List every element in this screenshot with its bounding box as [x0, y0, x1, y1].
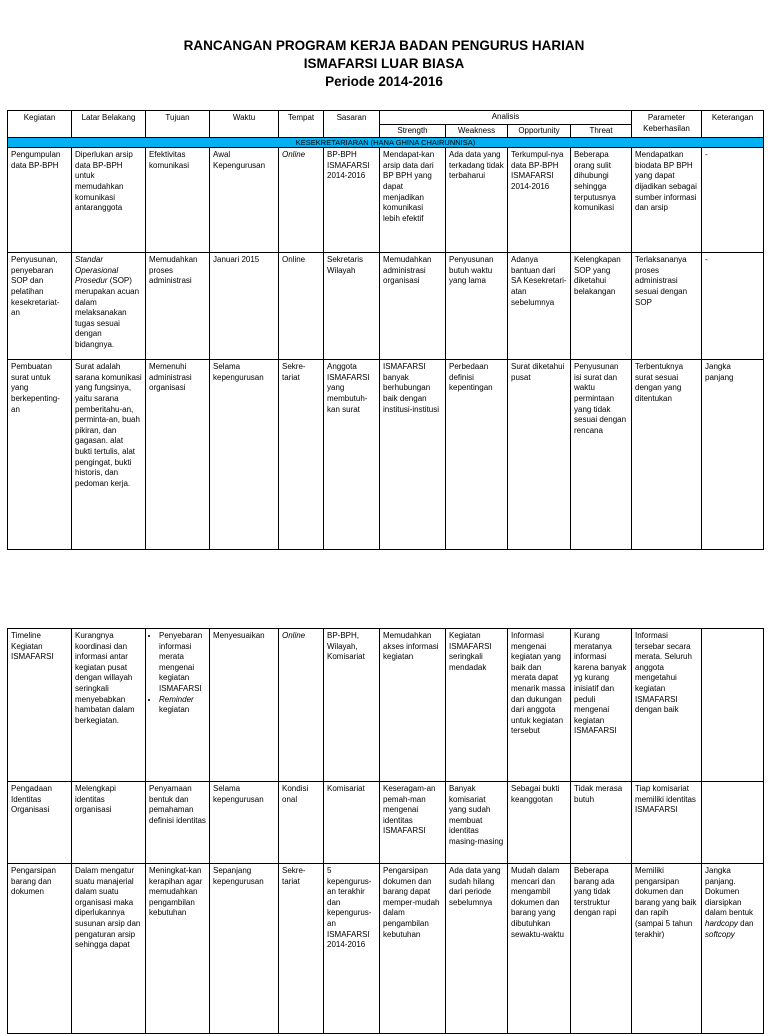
cell-latar: Dalam mengatur suatu manajerial dalam suatu organisasi maka diperlukannya susunan arsip dan pengaturan arsip sehingga dapat	[72, 864, 146, 1034]
cell-strength: Memudahkan administrasi organisasi	[380, 253, 446, 360]
cell-tempat: Online	[279, 629, 324, 782]
cell-keterangan: -	[702, 253, 764, 360]
cell-weakness: Perbedaan definisi kepentingan	[446, 360, 508, 550]
cell-opportunity: Terkumpul-nya data BP-BPH ISMAFARSI 2014-2016	[508, 148, 571, 253]
cell-threat: Kelengkapan SOP yang diketahui belakangan	[571, 253, 632, 360]
cell-opportunity: Informasi mengenai kegiatan yang baik dan merata dapat menarik massa dan dukungan dari anggota untuk kegiatan tersebut	[508, 629, 571, 782]
header-tempat: Tempat	[279, 111, 324, 138]
section-row	[8, 138, 764, 148]
table-row	[8, 782, 764, 864]
cell-tujuan: Memenuhi administrasi organisasi	[146, 360, 210, 550]
header-keterangan: Keterangan	[702, 111, 764, 138]
cell-sasaran: Sekretaris Wilayah	[324, 253, 380, 360]
cell-latar: Kurangnya koordinasi dan informasi antar kegiatan pusat dengan willayah seringkali menyebabkan hambatan dalam berkegiatan.	[72, 629, 146, 782]
cell-opportunity: Sebagai bukti keanggotan	[508, 782, 571, 864]
cell-latar-rest: (SOP) merupakan acuan dalam melaksanakan tugas sesuai dengan bidangnya.	[75, 276, 140, 349]
cell-latar	[72, 253, 146, 360]
cell-tujuan: Penyamaan bentuk dan pemahaman definisi identitas	[146, 782, 210, 864]
table-row	[8, 864, 764, 1034]
cell-kegiatan: Pengadaan Identitas Organisasi	[8, 782, 72, 864]
cell-kegiatan: Pembuatan surat untuk yang berkepenting-an	[8, 360, 72, 550]
cell-strength: Pengarsipan dokumen dan barang dapat memper-mudah dalam pengambilan kebutuhan	[380, 864, 446, 1034]
cell-strength: Memudahkan akses informasi kegiatan	[380, 629, 446, 782]
cell-parameter: Informasi tersebar secara merata. Seluruh anggota mengetahui kegiatan ISMAFARSI dengan baik	[632, 629, 702, 782]
header-parameter: Parameter Keberhasilan	[632, 111, 702, 138]
cell-waktu: Sepanjang kepengurusan	[210, 864, 279, 1034]
cell-keterangan: -	[702, 148, 764, 253]
doc-title-line1: RANCANGAN PROGRAM KERJA BADAN PENGURUS HARIAN	[183, 38, 585, 53]
tujuan-bullet-rest: kegiatan	[159, 705, 190, 715]
cell-latar: Melengkapi identitas organisasi	[72, 782, 146, 864]
cell-latar: Surat adalah sarana komunikasi yang fungsinya, yaitu sarana pemberitahu-an, perminta-an, buah pikiran, dan gagasan. alat bukti tertulis, alat pengingat, bukti historis, dan pedoman kerja.	[72, 360, 146, 550]
cell-waktu: Awal Kepengurusan	[210, 148, 279, 253]
cell-sasaran: Anggota ISMAFARSI yang membutuh-kan surat	[324, 360, 380, 550]
cell-tempat: Sekre-tariat	[279, 360, 324, 550]
cell-tujuan: Meningkat-kan kerapihan agar memudahkan pengambilan kebutuhan	[146, 864, 210, 1034]
header-analisis: Analisis	[380, 111, 632, 125]
program-table-1	[7, 110, 764, 550]
cell-kegiatan: Penyusunan, penyebaran SOP dan pelatihan kesekretariat-an	[8, 253, 72, 360]
tujuan-bullet-italic: Reminder	[159, 694, 194, 704]
table-row	[8, 360, 764, 550]
cell-opportunity: Surat diketahui pusat	[508, 360, 571, 550]
ket-and: dan	[737, 918, 754, 928]
tujuan-bullet-list	[149, 631, 206, 716]
cell-latar-italic: Standar Operasional Prosedur	[75, 255, 119, 286]
doc-title-line3: Periode 2014-2016	[325, 74, 443, 89]
tujuan-bullet	[159, 695, 206, 716]
cell-waktu: Januari 2015	[210, 253, 279, 360]
section-title: KESEKRETARIARAN (HANA GHINA CHAIRUNNISA)	[8, 138, 764, 148]
cell-strength: Mendapat-kan arsip data dari BP BPH yang dapat menjadikan komunikasi lebih efektif	[380, 148, 446, 253]
header-strength: Strength	[380, 124, 446, 138]
ket-italic-softcopy: softcopy	[705, 929, 735, 939]
cell-tempat: Kondisi onal	[279, 782, 324, 864]
cell-kegiatan: Pengumpulan data BP-BPH	[8, 148, 72, 253]
tujuan-bullet: • Penyebaran informasi merata mengenai kegiatan ISMAFARSI	[159, 631, 206, 695]
cell-sasaran: Komisariat	[324, 782, 380, 864]
table-row	[8, 148, 764, 253]
cell-opportunity: Mudah dalam mencari dan mengambil dokumen dan barang yang dibutuhkan sewaktu-waktu	[508, 864, 571, 1034]
ket-text: Jangka panjang. Dokumen diarsipkan dalam bentuk	[705, 866, 754, 918]
cell-opportunity: Adanya bantuan dari SA Kesekretari-atan sebelumnya	[508, 253, 571, 360]
cell-parameter: Terbentuknya surat sesuai dengan yang ditentukan	[632, 360, 702, 550]
cell-threat: Beberapa barang ada yang tidak terstruktur dengan rapi	[571, 864, 632, 1034]
cell-weakness: Kegiatan ISMAFARSI seringkali mendadak	[446, 629, 508, 782]
cell-sasaran: 5 kepengurus-an terakhir dan kepengurus-an ISMAFARSI 2014-2016	[324, 864, 380, 1034]
cell-tempat: Sekre-tariat	[279, 864, 324, 1034]
program-table-2	[7, 628, 764, 1034]
cell-threat: Tidak merasa butuh	[571, 782, 632, 864]
cell-tujuan: Efektivitas komunikasi	[146, 148, 210, 253]
cell-latar: Diperlukan arsip data BP-BPH untuk memudahkan komunikasi antaranggota	[72, 148, 146, 253]
cell-tempat: Online	[279, 148, 324, 253]
cell-waktu: Selama kepengurusan	[210, 782, 279, 864]
header-sasaran: Sasaran	[324, 111, 380, 138]
cell-parameter: Memiliki pengarsipan dokumen dan barang yang baik dan rapih (sampai 5 tahun terakhir)	[632, 864, 702, 1034]
cell-keterangan: Jangka panjang	[702, 360, 764, 550]
header-row-1	[8, 111, 764, 125]
header-tujuan: Tujuan	[146, 111, 210, 138]
cell-threat: Penyusunan isi surat dan waktu permintaan yang tidak sesuai dengan rencana	[571, 360, 632, 550]
cell-tujuan	[146, 629, 210, 782]
table-row	[8, 253, 764, 360]
cell-keterangan	[702, 782, 764, 864]
doc-title-line2: ISMAFARSI LUAR BIASA	[303, 56, 465, 71]
cell-weakness: Banyak komisariat yang sudah membuat identitas masing-masing	[446, 782, 508, 864]
ket-italic-hardcopy: hardcopy	[705, 918, 738, 928]
cell-weakness: Penyusunan butuh waktu yang lama	[446, 253, 508, 360]
cell-threat: Kurang meratanya informasi karena banyak yg kurang inisiatif dan peduli mengenai kegiatan ISMAFARSI	[571, 629, 632, 782]
cell-parameter: Terlaksananya proses administrasi sesuai dengan SOP	[632, 253, 702, 360]
header-latar: Latar Belakang	[72, 111, 146, 138]
cell-strength: ISMAFARSI banyak berhubungan baik dengan institusi-institusi	[380, 360, 446, 550]
cell-kegiatan: Pengarsipan barang dan dokumen	[8, 864, 72, 1034]
cell-keterangan	[702, 629, 764, 782]
header-kegiatan: Kegiatan	[8, 111, 72, 138]
cell-tempat: Online	[279, 253, 324, 360]
cell-threat: Beberapa orang sulit dihubungi sehingga terputusnya komunikasi	[571, 148, 632, 253]
cell-waktu: Selama kepengurusan	[210, 360, 279, 550]
cell-weakness: Ada data yang sudah hilang dari periode sebelumnya	[446, 864, 508, 1034]
cell-strength: Keseragam-an pemah-man mengenai identitas ISMAFARSI	[380, 782, 446, 864]
cell-parameter: Tiap komisariat memiliki identitas ISMAFARSI	[632, 782, 702, 864]
header-weakness: Weakness	[446, 124, 508, 138]
cell-keterangan	[702, 864, 764, 1034]
cell-parameter: Mendapatkan biodata BP BPH yang dapat dijadikan sebagai sumber informasi dan arsip	[632, 148, 702, 253]
cell-kegiatan: Timeline Kegiatan ISMAFARSI	[8, 629, 72, 782]
cell-sasaran: BP-BPH, Wilayah, Komisariat	[324, 629, 380, 782]
cell-weakness: Ada data yang terkadang tidak terbaharui	[446, 148, 508, 253]
cell-sasaran: BP-BPH ISMAFARSI 2014-2016	[324, 148, 380, 253]
cell-tujuan: Memudahkan proses administrasi	[146, 253, 210, 360]
table-row	[8, 629, 764, 782]
header-opportunity: Opportunity	[508, 124, 571, 138]
cell-waktu: Menyesuaikan	[210, 629, 279, 782]
header-threat: Threat	[571, 124, 632, 138]
header-waktu: Waktu	[210, 111, 279, 138]
